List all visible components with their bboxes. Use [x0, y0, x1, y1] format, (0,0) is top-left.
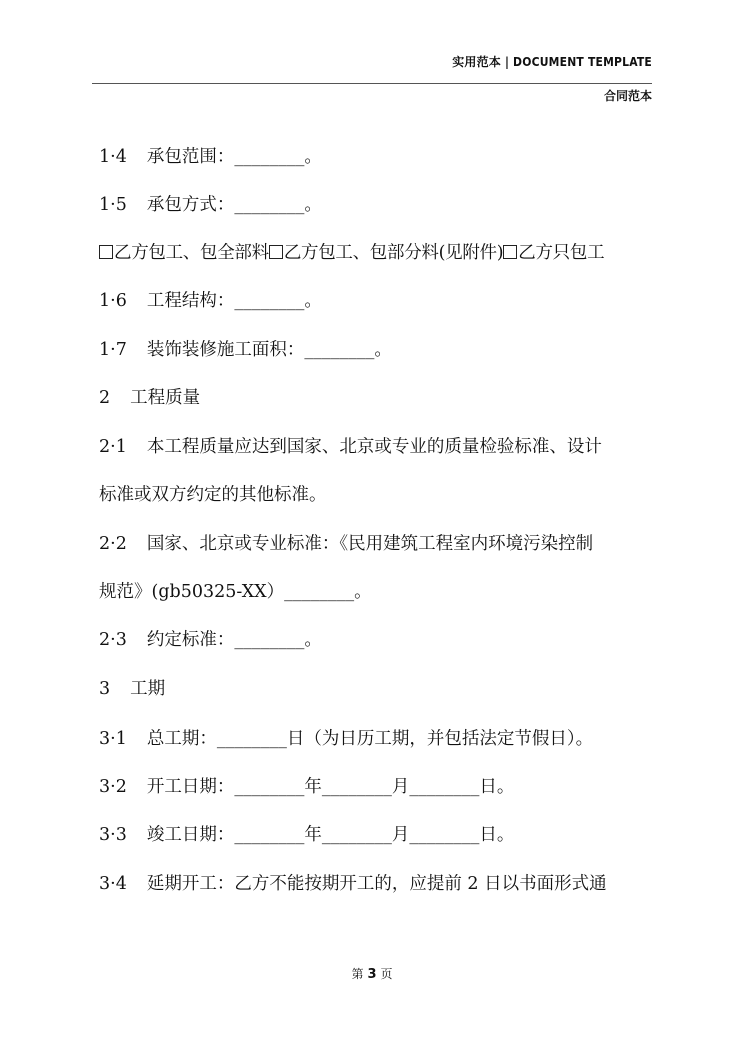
option-label: 乙方包工、包全部料 [114, 243, 269, 263]
header-brand: 实用范本 | DOCUMENT TEMPLATE [452, 55, 652, 69]
section-number: 2 [99, 388, 111, 408]
option-label: 乙方只包工 [518, 243, 605, 263]
clause-number: 1·5 [99, 195, 127, 215]
clause-number: 1·4 [99, 147, 127, 167]
clause-3-2 [99, 775, 655, 799]
section-2-heading [99, 386, 655, 410]
option-label: 乙方包工、包部分料(见附件) [283, 243, 504, 263]
page-suffix: 页 [380, 967, 393, 981]
clause-text: 承包方式：________。 [146, 195, 322, 215]
clause-text: 竣工日期：________年________月________日。 [146, 825, 515, 845]
clause-2-1 [99, 435, 655, 459]
page-prefix: 第 [351, 967, 364, 981]
checkbox-labor-only[interactable] [503, 245, 517, 259]
header-divider [92, 83, 652, 84]
contract-mode-options [99, 241, 655, 265]
clause-2-3 [99, 628, 655, 652]
clause-text: 规范》(gb50325-XX）________。 [99, 582, 372, 602]
clause-text: 承包范围：________。 [146, 147, 322, 167]
clause-1-7 [99, 338, 655, 362]
clause-text: 标准或双方约定的其他标准。 [99, 485, 327, 505]
clause-2-1-continued [99, 483, 655, 507]
clause-text: 约定标准：________。 [146, 630, 322, 650]
clause-text: 国家、北京或专业标准：《民用建筑工程室内环境污染控制 [146, 534, 594, 554]
clause-text: 装饰装修施工面积：________。 [146, 340, 392, 360]
clause-text: 工程结构：________。 [146, 291, 322, 311]
clause-3-4 [99, 872, 655, 896]
checkbox-partial-materials[interactable] [269, 245, 283, 259]
clause-text: 总工期：________日（为日历工期，并包括法定节假日）。 [146, 729, 594, 749]
clause-1-4 [99, 145, 655, 169]
clause-1-5 [99, 193, 655, 217]
clause-2-2 [99, 532, 655, 556]
section-number: 3 [99, 679, 111, 699]
clause-number: 3·2 [99, 777, 127, 797]
clause-1-6 [99, 289, 655, 313]
clause-3-1 [99, 727, 655, 751]
clause-text: 本工程质量应达到国家、北京或专业的质量检验标准、设计 [146, 437, 602, 457]
header-category: 合同范本 [603, 89, 652, 103]
clause-number: 3·4 [99, 874, 127, 894]
clause-3-3 [99, 823, 655, 847]
section-title: 工程质量 [130, 388, 201, 408]
clause-number: 2·3 [99, 630, 127, 650]
section-3-heading [99, 677, 655, 701]
checkbox-full-materials[interactable] [99, 245, 113, 259]
clause-text: 延期开工：乙方不能按期开工的，应提前 2 日以书面形式通 [146, 874, 607, 894]
page-footer [0, 965, 744, 982]
section-title: 工期 [130, 679, 166, 699]
clause-number: 3·1 [99, 729, 127, 749]
clause-number: 2·2 [99, 534, 127, 554]
clause-number: 2·1 [99, 437, 127, 457]
clause-number: 1·6 [99, 291, 127, 311]
page-number: 3 [367, 967, 377, 982]
clause-2-2-continued [99, 580, 655, 604]
clause-number: 1·7 [99, 340, 127, 360]
clause-number: 3·3 [99, 825, 127, 845]
clause-text: 开工日期：________年________月________日。 [146, 777, 515, 797]
